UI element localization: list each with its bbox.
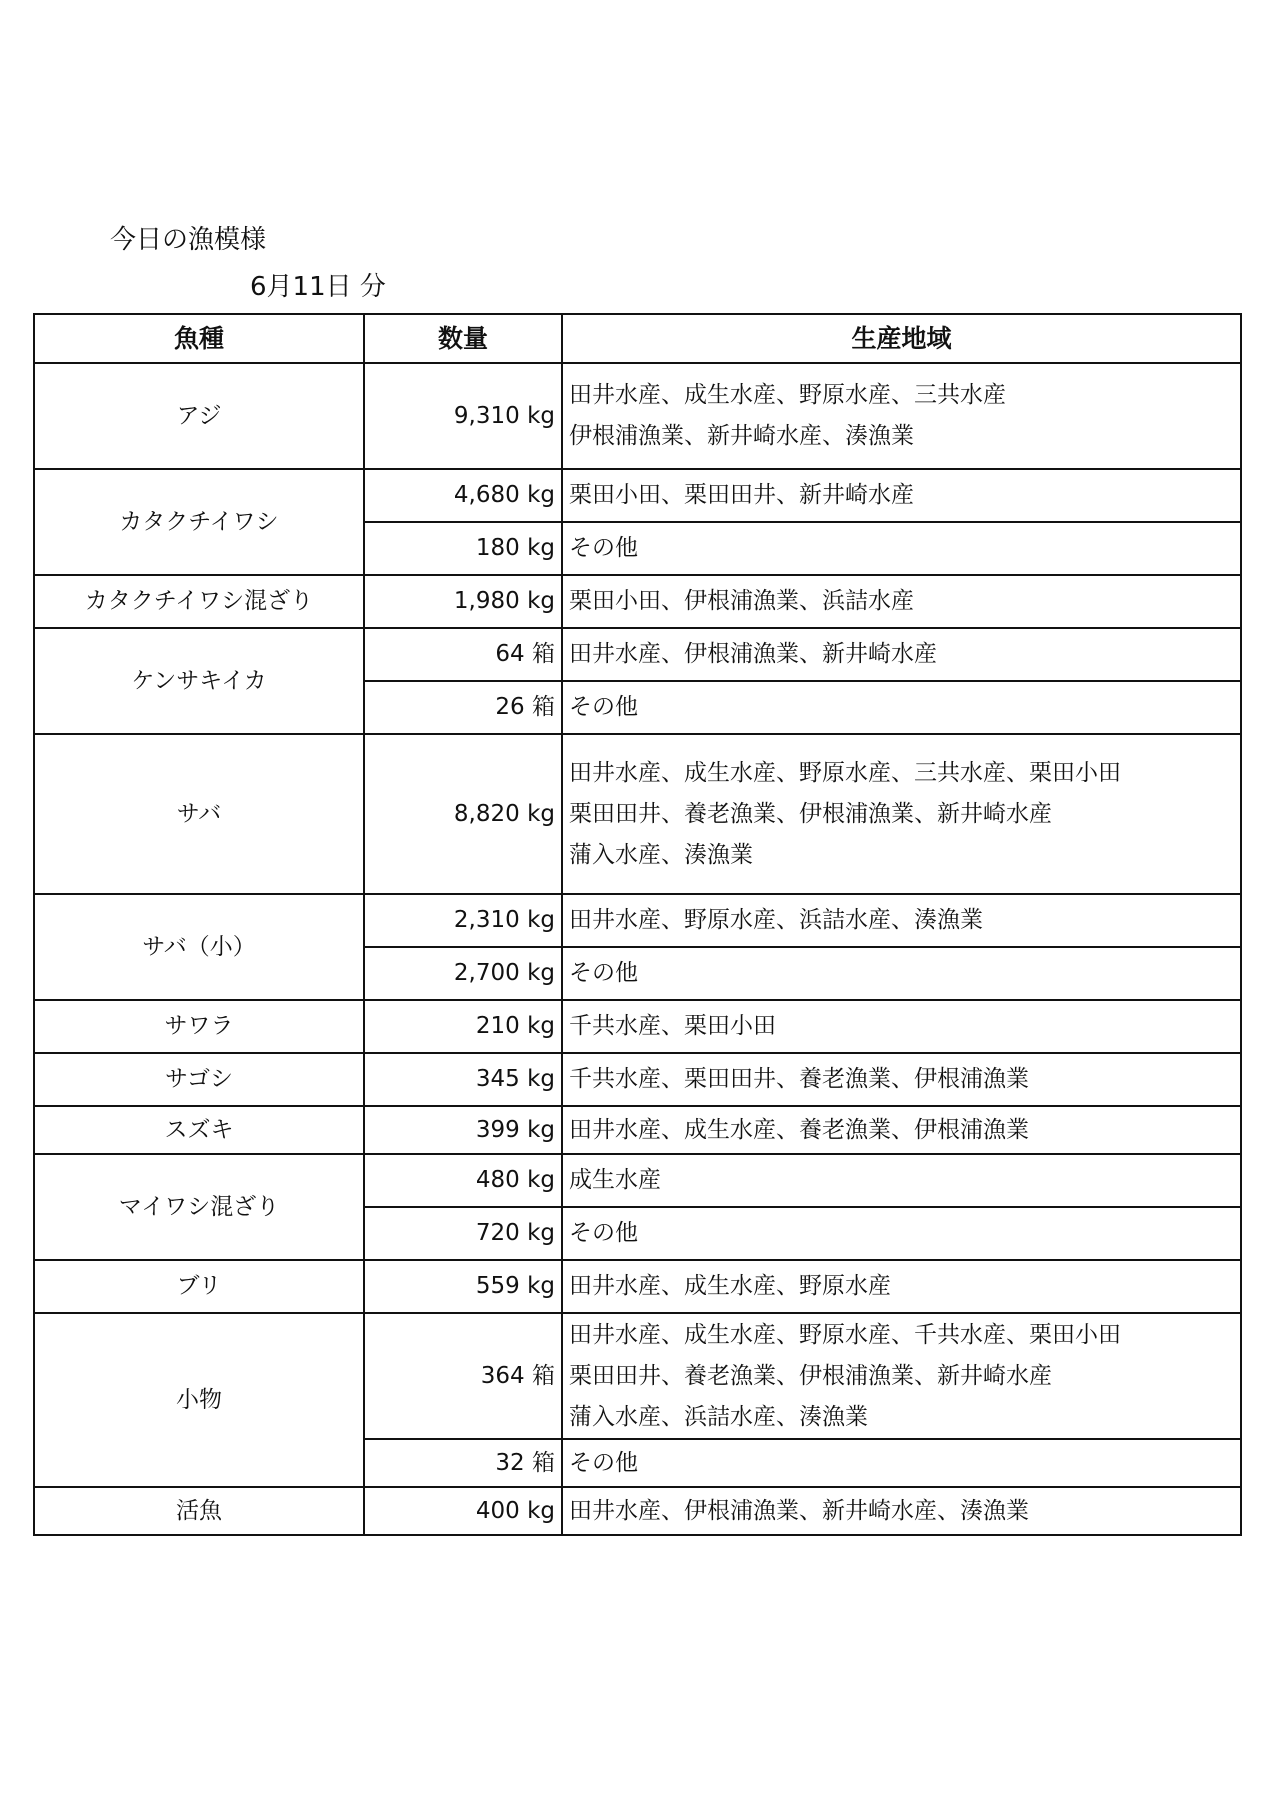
- region-line: 田井水産、野原水産、浜詰水産、湊漁業: [569, 907, 983, 933]
- region-line: 田井水産、伊根浦漁業、新井崎水産、湊漁業: [569, 1497, 1029, 1524]
- document-title: 今日の漁模様: [110, 225, 267, 255]
- region-line: 栗田小田、伊根浦漁業、浜詰水産: [569, 588, 914, 614]
- quantity-cell: 26 箱: [364, 681, 562, 734]
- quantity-cell: 399 kg: [364, 1106, 562, 1154]
- fish-name-cell: スズキ: [34, 1106, 364, 1154]
- region-cell: [562, 575, 1241, 628]
- quantity-cell: 480 kg: [364, 1154, 562, 1207]
- quantity-cell: 2,310 kg: [364, 894, 562, 947]
- quantity-cell: 1,980 kg: [364, 575, 562, 628]
- quantity-cell: 9,310 kg: [364, 363, 562, 469]
- table-header-row: [34, 314, 1241, 363]
- region-line: 伊根浦漁業、新井崎水産、湊漁業: [569, 423, 914, 449]
- header-fish: 魚種: [34, 314, 364, 363]
- region-cell: [562, 1053, 1241, 1106]
- region-line: その他: [569, 1449, 638, 1476]
- region-cell: [562, 363, 1241, 469]
- region-line: 千共水産、栗田田井、養老漁業、伊根浦漁業: [569, 1066, 1029, 1092]
- region-cell: [562, 1154, 1241, 1207]
- fish-name-cell: ブリ: [34, 1260, 364, 1313]
- fish-name-cell: カタクチイワシ: [34, 469, 364, 575]
- table-row: [34, 1487, 1241, 1535]
- table-row: [34, 1053, 1241, 1106]
- region-cell: [562, 1260, 1241, 1313]
- region-line: その他: [569, 960, 638, 986]
- fish-name-cell: サバ: [34, 734, 364, 894]
- quantity-cell: 64 箱: [364, 628, 562, 681]
- region-line: 蒲入水産、湊漁業: [569, 841, 753, 868]
- table-row: [34, 575, 1241, 628]
- quantity-cell: 559 kg: [364, 1260, 562, 1313]
- fish-name-cell: 活魚: [34, 1487, 364, 1535]
- fish-name-cell: サゴシ: [34, 1053, 364, 1106]
- region-line: 田井水産、伊根浦漁業、新井崎水産: [569, 641, 937, 667]
- table-row: [34, 628, 1241, 681]
- table-row: [34, 1154, 1241, 1207]
- table-row: [34, 1106, 1241, 1154]
- table-row: [34, 894, 1241, 947]
- fish-name-cell: サバ（小）: [34, 894, 364, 1000]
- region-line: 田井水産、成生水産、野原水産、三共水産、栗田小田: [569, 759, 1121, 786]
- region-cell: [562, 947, 1241, 1000]
- quantity-cell: 2,700 kg: [364, 947, 562, 1000]
- region-line: 栗田田井、養老漁業、伊根浦漁業、新井崎水産: [569, 800, 1052, 827]
- region-cell: [562, 1207, 1241, 1260]
- table-row: [34, 1313, 1241, 1439]
- fish-name-cell: アジ: [34, 363, 364, 469]
- fish-name-cell: ケンサキイカ: [34, 628, 364, 734]
- quantity-cell: 210 kg: [364, 1000, 562, 1053]
- quantity-cell: 345 kg: [364, 1053, 562, 1106]
- region-cell: [562, 1106, 1241, 1154]
- quantity-cell: 8,820 kg: [364, 734, 562, 894]
- region-line: 蒲入水産、浜詰水産、湊漁業: [569, 1403, 868, 1430]
- region-cell: [562, 1439, 1241, 1487]
- fish-name-cell: 小物: [34, 1313, 364, 1487]
- region-cell: [562, 522, 1241, 575]
- quantity-cell: 180 kg: [364, 522, 562, 575]
- region-line: 成生水産: [569, 1167, 661, 1193]
- region-cell: [562, 681, 1241, 734]
- header-region: 生産地域: [562, 314, 1241, 363]
- region-cell: [562, 1313, 1241, 1439]
- quantity-cell: 364 箱: [364, 1313, 562, 1439]
- quantity-cell: 32 箱: [364, 1439, 562, 1487]
- region-line: その他: [569, 694, 638, 720]
- region-line: その他: [569, 1220, 638, 1246]
- region-line: その他: [569, 535, 638, 561]
- catch-table: [33, 313, 1242, 1536]
- fish-name-cell: サワラ: [34, 1000, 364, 1053]
- fish-name-cell: カタクチイワシ混ざり: [34, 575, 364, 628]
- region-cell: [562, 1487, 1241, 1535]
- region-cell: [562, 734, 1241, 894]
- quantity-cell: 720 kg: [364, 1207, 562, 1260]
- document-date: 6月11日 分: [250, 272, 386, 302]
- quantity-cell: 4,680 kg: [364, 469, 562, 522]
- table-row: [34, 1260, 1241, 1313]
- table-row: [34, 363, 1241, 469]
- region-cell: [562, 469, 1241, 522]
- region-line: 田井水産、成生水産、野原水産、三共水産: [569, 382, 1006, 408]
- header-quantity: 数量: [364, 314, 562, 363]
- table-row: [34, 469, 1241, 522]
- region-line: 栗田田井、養老漁業、伊根浦漁業、新井崎水産: [569, 1362, 1052, 1389]
- catch-table-body: [34, 363, 1241, 1535]
- quantity-cell: 400 kg: [364, 1487, 562, 1535]
- region-line: 田井水産、成生水産、養老漁業、伊根浦漁業: [569, 1116, 1029, 1143]
- region-line: 田井水産、成生水産、野原水産、千共水産、栗田小田: [569, 1321, 1121, 1348]
- region-cell: [562, 894, 1241, 947]
- table-row: [34, 1000, 1241, 1053]
- region-cell: [562, 628, 1241, 681]
- table-row: [34, 734, 1241, 894]
- region-line: 千共水産、栗田小田: [569, 1013, 776, 1039]
- region-cell: [562, 1000, 1241, 1053]
- region-line: 栗田小田、栗田田井、新井崎水産: [569, 482, 914, 508]
- fish-name-cell: マイワシ混ざり: [34, 1154, 364, 1260]
- region-line: 田井水産、成生水産、野原水産: [569, 1273, 891, 1299]
